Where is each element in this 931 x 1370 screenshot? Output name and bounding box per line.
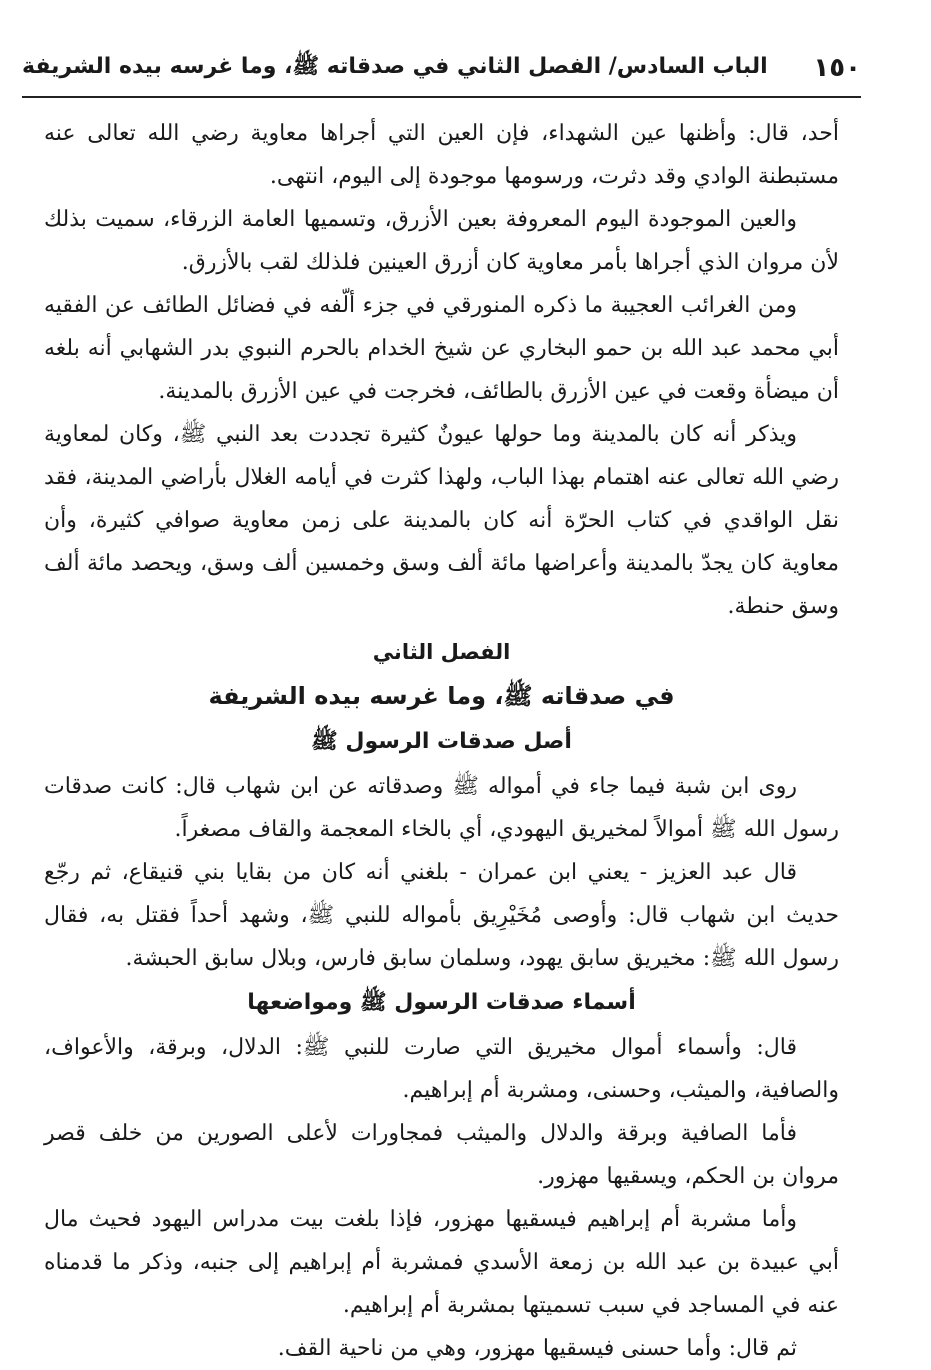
page-number: ١٥٠ [813, 53, 861, 83]
paragraph: ويذكر أنه كان بالمدينة وما حولها عيونٌ كثيرة تجددت بعد النبي ﷺ، وكان لمعاوية رضي الله تعالى عنه اهتمام بهذا الباب، ولهذا كثرت في أيامه الغلال بأراضي المدينة، فقد نقل الواقدي في كتاب الحرّة أنه كان بالمدينة على زمن معاوية صوافي كثيرة، وأن معاوية كان يجدّ بالمدينة وأعراضها مائة ألف وسق وخمسين ألف وسق، ويحصد مائة ألف وسق حنطة. [44, 422, 839, 619]
section-heading: أسماء صدقات الرسول ﷺ ومواضعها [247, 990, 636, 1015]
paragraph: ومن الغرائب العجيبة ما ذكره المنورقي في جزء ألّفه في فضائل الطائف عن الفقيه أبي محمد عبد الله بن حمو البخاري عن شيخ الخدام بالحرم النبوي بدر الشهابي أنه بلغه أن ميضأة وقعت في عين الأزرق بالطائف، فخرجت في عين الأزرق بالمدينة. [44, 293, 839, 404]
chapter-heading: الفصل الثاني [372, 640, 511, 664]
paragraph: قال عبد العزيز - يعني ابن عمران - بلغني أنه كان من بقايا بني قنيقاع، ثم رجّع حديث ابن شهاب قال: وأوصى مُخَيْرِيق بأمواله للنبي ﷺ، وشهد أحداً فقتل به، فقال رسول الله ﷺ: مخيريق سابق يهود، وسلمان سابق فارس، وبلال سابق الحبشة. [44, 860, 839, 971]
paragraph: أحد، قال: وأظنها عين الشهداء، فإن العين التي أجراها معاوية رضي الله تعالى عنه مستبطنة الوادي وقد دثرت، ورسومها موجودة إلى اليوم، انتهى. [44, 121, 839, 189]
running-title: الباب السادس/ الفصل الثاني في صدقاته ﷺ، وما غرسه بيده الشريفة [22, 54, 768, 79]
paragraph: والعين الموجودة اليوم المعروفة بعين الأزرق، وتسميها العامة الزرقاء، سميت بذلك لأن مروان الذي أجراها بأمر معاوية كان أزرق العينين فلذلك لقب بالأزرق. [44, 207, 839, 275]
chapter-subheading: في صدقاته ﷺ، وما غرسه بيده الشريفة [208, 682, 675, 710]
paragraph: وأما مشربة أم إبراهيم فيسقيها مهزور، فإذا بلغت بيت مدراس اليهود فحيث مال أبي عبيدة بن عبد الله بن زمعة الأسدي فمشربة أم إبراهيم إلى جنبه، وذكر ما قدمناه عنه في المساجد في سبب تسميتها بمشربة أم إبراهيم. [44, 1207, 839, 1318]
paragraph: ثم قال: وأما حسنى فيسقيها مهزور، وهي من ناحية القف. [277, 1336, 797, 1361]
header-rule [22, 96, 861, 98]
page-body [44, 112, 839, 1370]
running-header [22, 46, 861, 90]
paragraph: روى ابن شبة فيما جاء في أمواله ﷺ وصدقاته عن ابن شهاب قال: كانت صدقات رسول الله ﷺ أموالاً لمخيريق اليهودي، أي بالخاء المعجمة والقاف مصغراً. [44, 774, 839, 842]
paragraph: فأما الصافية وبرقة والدلال والميثب فمجاورات لأعلى الصورين من خلف قصر مروان بن الحكم، ويسقيها مهزور. [44, 1121, 839, 1189]
section-heading: أصل صدقات الرسول ﷺ [311, 729, 572, 754]
paragraph: قال: وأسماء أموال مخيريق التي صارت للنبي ﷺ: الدلال، وبرقة، والأعواف، والصافية، والميثب، وحسنى، ومشربة أم إبراهيم. [44, 1035, 839, 1103]
